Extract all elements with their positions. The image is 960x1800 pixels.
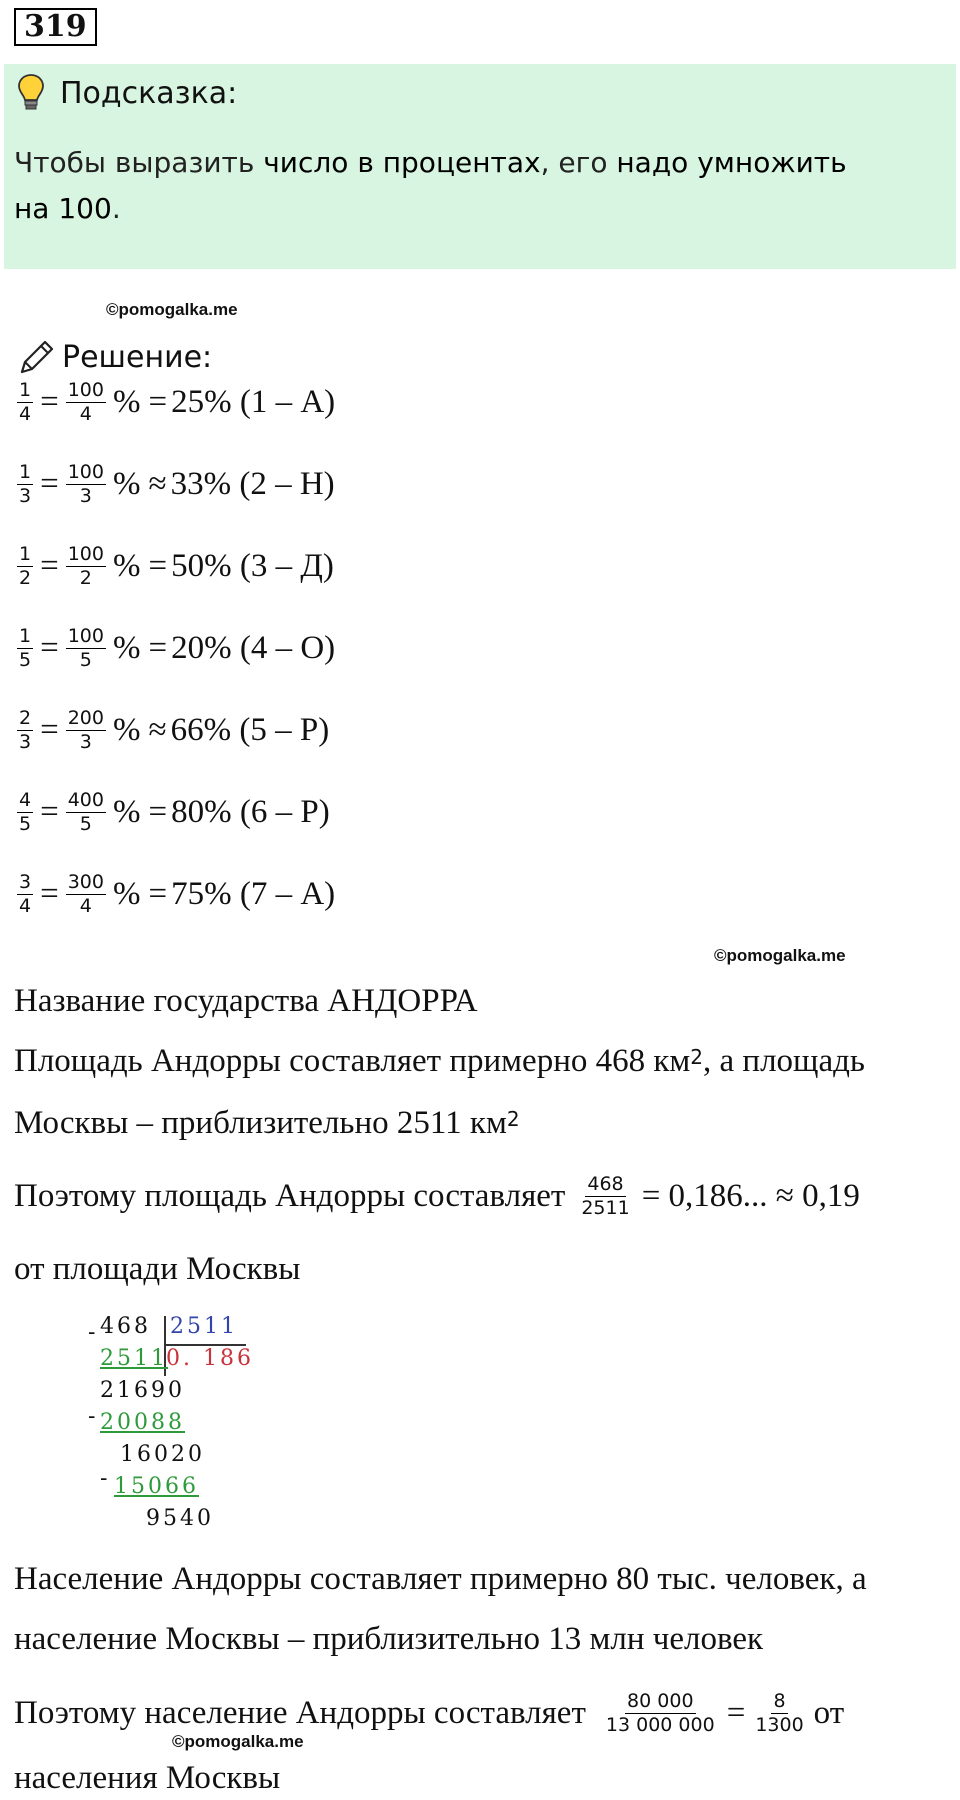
area-line-3-result: = 0,186... ≈ 0,19 <box>641 1177 860 1214</box>
fraction-percent <box>66 871 106 918</box>
hint-text-2: , его <box>540 146 617 179</box>
area-line-2-text: Москвы – приблизительно 2511 км <box>14 1104 507 1141</box>
percent-sign: % <box>112 629 141 666</box>
ld-rem-2: 16020 <box>120 1442 205 1467</box>
ld-sub-1: 2511 <box>100 1346 168 1371</box>
fraction-numerator: 1 <box>19 378 32 401</box>
fraction-denominator: 2 <box>79 566 92 589</box>
fraction-denominator: 4 <box>79 894 92 917</box>
fraction-percent <box>66 707 106 754</box>
ld-quotient: 0. 186 <box>166 1346 254 1371</box>
solution-row <box>14 449 335 519</box>
ld-sub-2: 20088 <box>100 1410 185 1435</box>
task-number: 319 <box>14 8 97 46</box>
area-line-2 <box>14 1098 520 1148</box>
row-result: 33% (2 – Н) <box>170 465 335 502</box>
ld-sub-3: 15066 <box>114 1474 199 1499</box>
hint-text-1: Чтобы выразить <box>14 146 264 179</box>
area-line-1-text: Площадь Андорры составляет примерно 468 км <box>14 1042 691 1079</box>
fraction-percent <box>66 379 106 426</box>
watermark-2: ©pomogalka.me <box>714 946 846 965</box>
percent-sign: % <box>112 547 141 584</box>
pop-fraction-2-num: 8 <box>773 1689 786 1712</box>
fraction-numerator: 4 <box>19 788 32 811</box>
row-result: 20% (4 – О) <box>171 629 336 666</box>
watermark-1: ©pomogalka.me <box>106 300 238 319</box>
fraction-numerator: 1 <box>19 542 32 565</box>
fraction-numerator: 400 <box>67 788 104 811</box>
solution-row <box>14 531 334 601</box>
solution-row <box>14 367 335 437</box>
pop-fraction-1-num: 80 000 <box>627 1689 694 1712</box>
pop-fraction-2-den: 1300 <box>755 1713 804 1736</box>
watermark-3: ©pomogalka.me <box>172 1732 304 1751</box>
fraction-numerator: 100 <box>67 460 104 483</box>
area-sup-1: 2 <box>690 1045 704 1069</box>
relation-sign: = <box>148 875 168 912</box>
fraction-numerator: 100 <box>67 378 104 401</box>
relation-sign: = <box>148 547 168 584</box>
fraction-numerator: 300 <box>67 870 104 893</box>
lightbulb-icon <box>16 72 46 112</box>
country-line: Название государства АНДОРРА <box>14 982 478 1019</box>
equals-sign: = <box>40 711 59 748</box>
fraction-denominator: 4 <box>19 894 32 917</box>
area-fraction-num: 468 <box>587 1172 624 1195</box>
solution-title: Решение: <box>62 340 213 375</box>
hint-text <box>14 140 914 232</box>
pop-line-3-end: от <box>813 1694 845 1731</box>
pop-line-1: Население Андорры составляет примерно 80 тыс. человек, а <box>14 1560 867 1597</box>
solution-row <box>14 613 335 683</box>
fraction-simple <box>17 789 33 836</box>
area-fraction-den: 2511 <box>581 1196 630 1219</box>
fraction-denominator: 4 <box>19 402 32 425</box>
fraction-simple <box>17 543 33 590</box>
fraction-simple <box>17 461 33 508</box>
fraction-denominator: 2 <box>19 566 32 589</box>
fraction-simple <box>17 871 33 918</box>
solution-row <box>14 859 335 929</box>
hint-bold-1: число в процентах <box>263 146 541 179</box>
ld-minus-1: - <box>88 1320 99 1345</box>
row-result: 80% (6 – Р) <box>171 793 330 830</box>
ld-divisor: 2511 <box>170 1314 238 1339</box>
area-sup-2: 2 <box>506 1107 520 1131</box>
row-result: 25% (1 – А) <box>171 383 336 420</box>
fraction-numerator: 1 <box>19 460 32 483</box>
pop-equals: = <box>726 1694 746 1731</box>
relation-sign: = <box>148 629 168 666</box>
fraction-denominator: 3 <box>79 484 92 507</box>
pop-fraction-2 <box>753 1690 805 1737</box>
pop-line-4: населения Москвы <box>14 1759 281 1796</box>
equals-sign: = <box>40 465 59 502</box>
fraction-denominator: 5 <box>19 812 32 835</box>
fraction-simple <box>17 625 33 672</box>
relation-sign: ≈ <box>148 465 167 502</box>
fraction-simple <box>17 707 33 754</box>
fraction-denominator: 3 <box>19 730 32 753</box>
percent-sign: % <box>112 383 141 420</box>
relation-sign: ≈ <box>148 711 167 748</box>
area-line-3 <box>14 1160 860 1232</box>
area-line-1-end: , а площадь <box>703 1042 865 1079</box>
fraction-numerator: 100 <box>67 542 104 565</box>
fraction-denominator: 4 <box>79 402 92 425</box>
fraction-numerator: 1 <box>19 624 32 647</box>
fraction-numerator: 2 <box>19 706 32 729</box>
fraction-percent <box>66 543 106 590</box>
ld-minus-2: - <box>88 1404 99 1429</box>
fraction-denominator: 5 <box>79 648 92 671</box>
equals-sign: = <box>40 875 59 912</box>
equals-sign: = <box>40 547 59 584</box>
hint-title: Подсказка: <box>60 76 238 111</box>
area-line-3-text: Поэтому площадь Андорры составляет <box>14 1177 566 1214</box>
pop-line-2: население Москвы – приблизительно 13 млн человек <box>14 1620 764 1657</box>
fraction-percent <box>66 625 106 672</box>
row-result: 75% (7 – А) <box>171 875 336 912</box>
area-line-4: от площади Москвы <box>14 1250 301 1287</box>
percent-sign: % <box>112 465 141 502</box>
hint-bold-3: на 100 <box>14 192 112 225</box>
pop-line-3-text: Поэтому население Андорры составляет <box>14 1694 586 1731</box>
fraction-percent <box>66 461 106 508</box>
relation-sign: = <box>148 383 168 420</box>
solution-row <box>14 777 330 847</box>
solution-row <box>14 695 329 765</box>
pop-fraction-1-den: 13 000 000 <box>605 1713 715 1736</box>
percent-sign: % <box>112 875 141 912</box>
ld-rem-1: 21690 <box>100 1378 185 1403</box>
fraction-percent <box>66 789 106 836</box>
equals-sign: = <box>40 793 59 830</box>
area-line-1 <box>14 1036 865 1086</box>
fraction-numerator: 3 <box>19 870 32 893</box>
fraction-simple <box>17 379 33 426</box>
percent-sign: % <box>112 711 141 748</box>
row-result: 50% (3 – Д) <box>171 547 334 584</box>
row-result: 66% (5 – Р) <box>170 711 330 748</box>
fraction-denominator: 5 <box>19 648 32 671</box>
area-fraction <box>579 1173 631 1220</box>
hint-text-3: . <box>111 192 121 225</box>
pop-line-3 <box>14 1676 844 1750</box>
fraction-denominator: 3 <box>19 484 32 507</box>
fraction-numerator: 200 <box>67 706 104 729</box>
pop-fraction-1 <box>604 1690 717 1737</box>
hint-bold-2: надо умножить <box>616 146 847 179</box>
ld-dividend: 468 <box>100 1314 151 1339</box>
relation-sign: = <box>148 793 168 830</box>
fraction-denominator: 5 <box>79 812 92 835</box>
equals-sign: = <box>40 629 59 666</box>
ld-minus-3: - <box>100 1466 111 1491</box>
ld-rem-3: 9540 <box>146 1506 214 1531</box>
fraction-numerator: 100 <box>67 624 104 647</box>
equals-sign: = <box>40 383 59 420</box>
fraction-denominator: 3 <box>79 730 92 753</box>
percent-sign: % <box>112 793 141 830</box>
